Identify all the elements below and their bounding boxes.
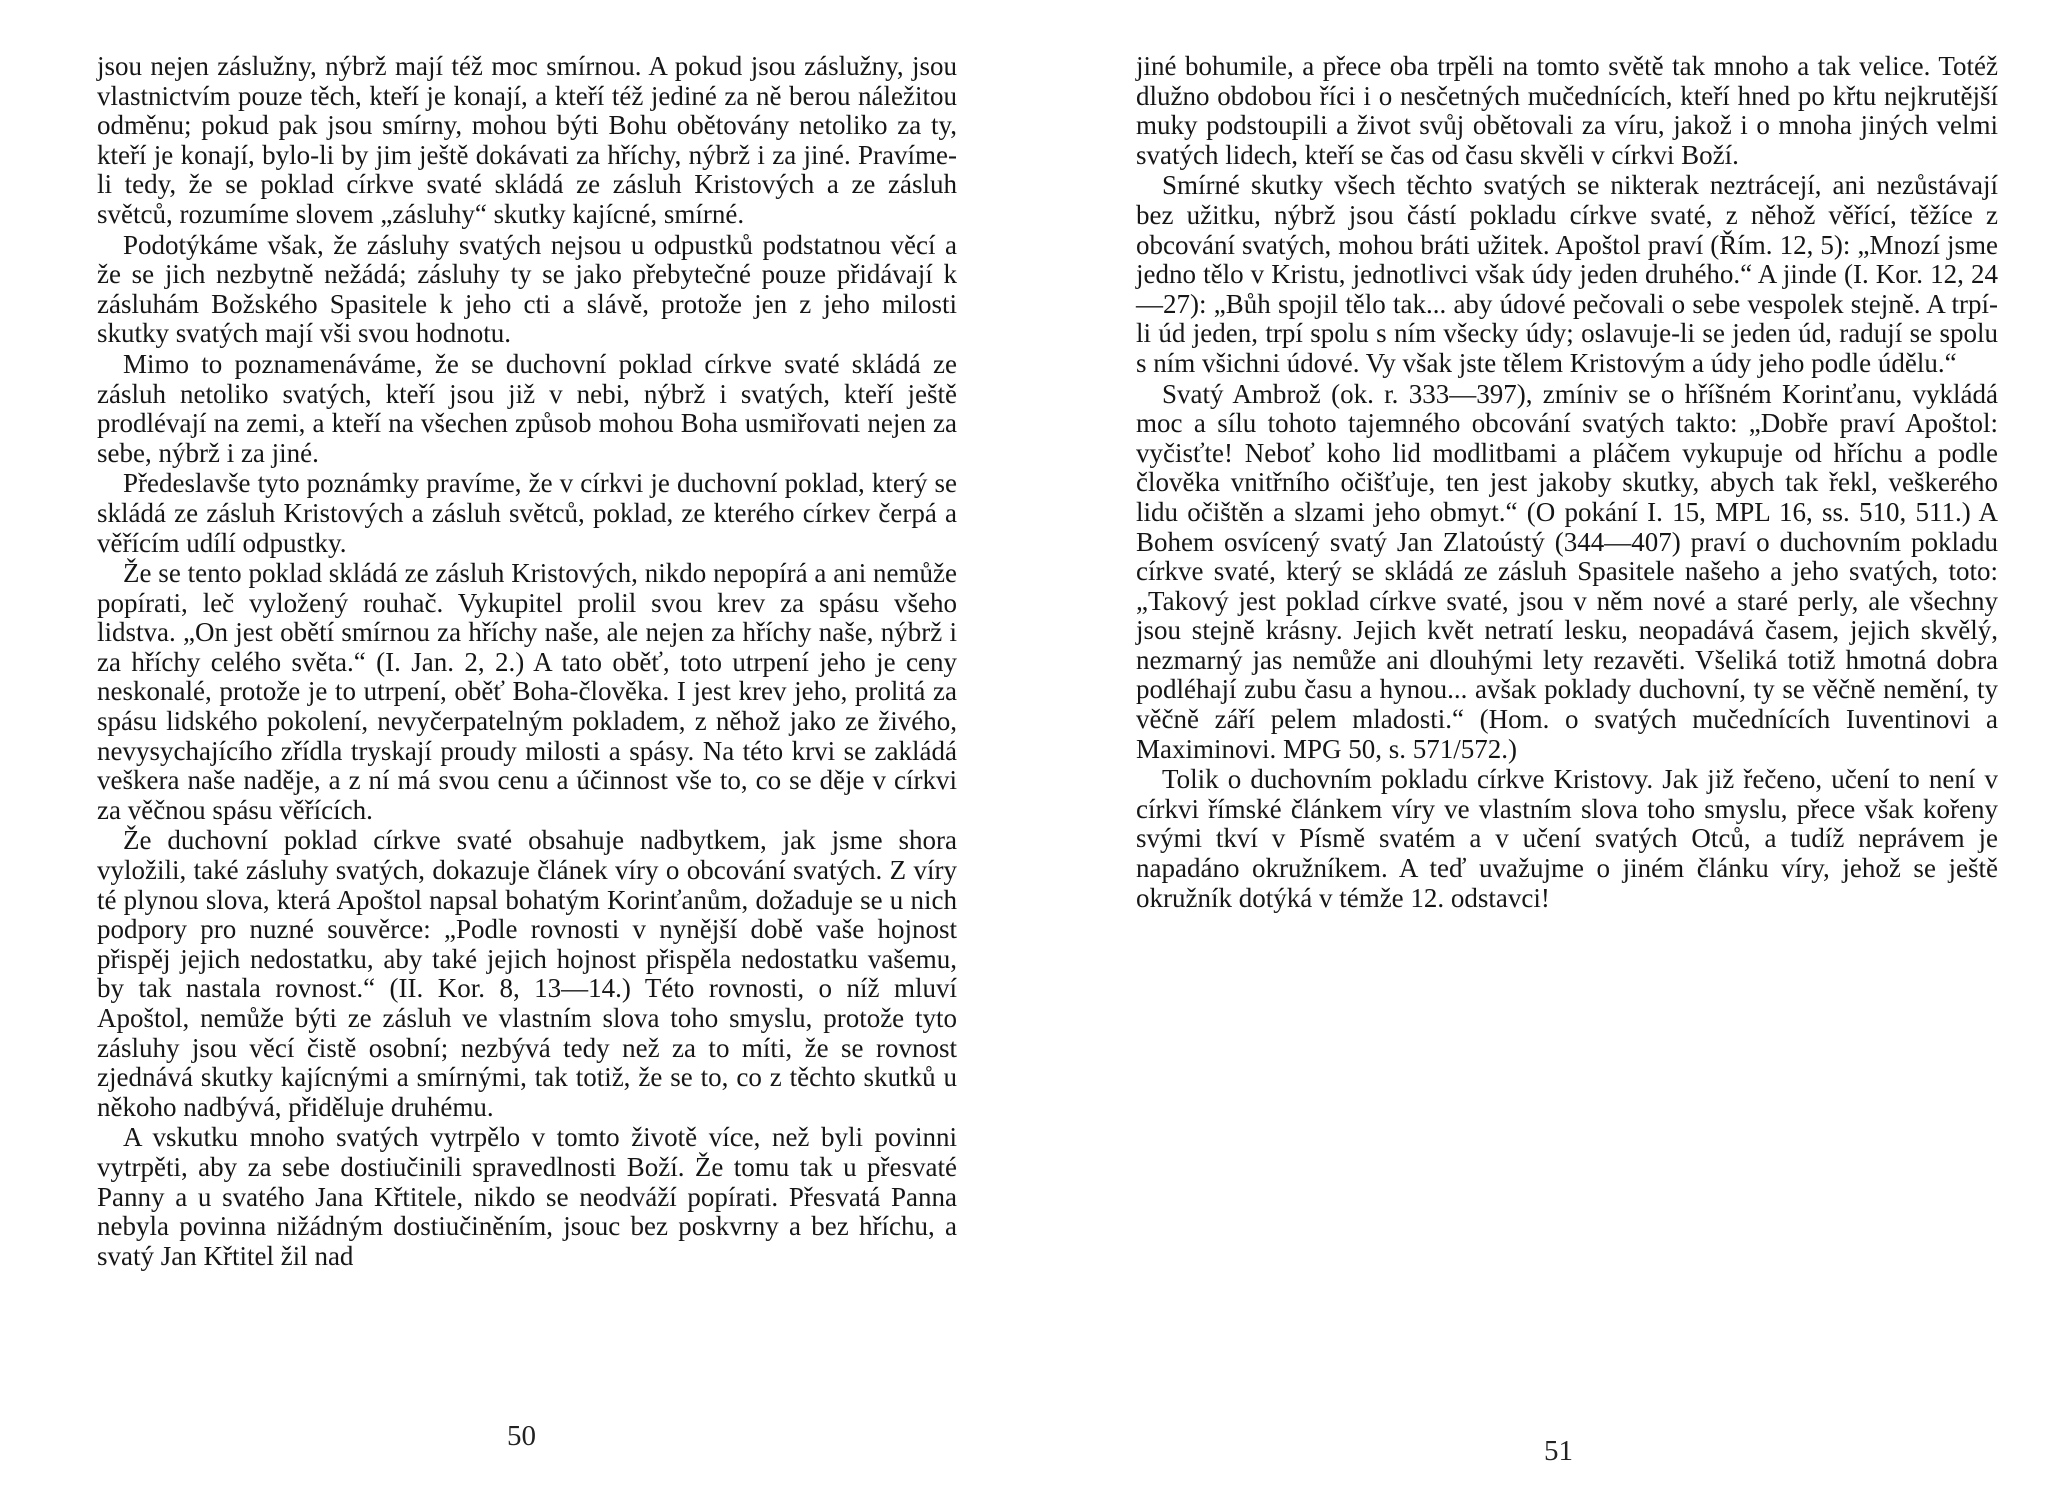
paragraph: Svatý Ambrož (ok. r. 333—397), zmíniv se o hříšném Korinťanu, vykládá moc a sílu tohoto tajemného obcování svatých takto: „Dobře praví Apoštol: vyčisťte! Neboť koho lid modlitbami a pláčem vykupuje od hříchu a podle člověka vnitřního očišťuje, ten jest jakoby skutky, abych tak řekl, veškerého lidu očištěn a slzami jeho obmyt.“ (O pokání I. 15, MPL 16, ss. 510, 511.) A Bohem osvícený svatý Jan Zlatoústý (344—407) praví o duchovním pokladu církve svaté, který se skládá ze zásluh Spasitele našeho a jeho svatých, toto: „Takový jest poklad církve svaté, jsou v něm nové a staré perly, ale všechny jsou stejně krásny. Jejich květ netratí lesku, neopadává časem, jejich skvělý, nezmarný jas nemůže ani dlouhými lety rezavěti. Všeliká totiž hmotná dobra podléhají zubu času a hynou... avšak poklady duchovní, ty se věčně nemění, ty věčně září pelem mladosti.“ (Hom. o svatých mučednících Iuventinovi a Maximinovi. MPG 50, s. 571/572.) xyxy=(1136,378,1998,764)
right-page-text xyxy=(1136,52,1998,914)
page-number-right: 51 xyxy=(1544,1435,1573,1467)
page-number-left: 50 xyxy=(507,1420,536,1452)
paragraph: A vskutku mnoho svatých vytrpělo v tomto životě více, než byli povinni vytrpěti, aby za sebe dostiučinili spravedlnosti Boží. Že tomu tak u přesvaté Panny a u svatého Jana Křtitele, nikdo se neodváží popírati. Přesvatá Panna nebyla povinna nižádným dostiučiněním, jsouc bez poskvrny a bez hříchu, a svatý Jan Křtitel žil nad xyxy=(97,1122,957,1271)
paragraph: Podotýkáme však, že zásluhy svatých nejsou u odpustků podstatnou věcí a že se jich nezbytně nežádá; zásluhy ty se jako přebytečné pouze přidávají k zásluhám Božského Spasitele k jeho cti a slávě, protože jen z jeho milosti skutky svatých mají vši svou hodnotu. xyxy=(97,229,957,349)
paragraph: Že duchovní poklad církve svaté obsahuje nadbytkem, jak jsme shora vyložili, také zásluhy svatých, dokazuje článek víry o obcování svatých. Z víry té plynou slova, která Apoštol napsal bohatým Korinťanům, dožaduje se u nich podpory pro nuzné souvěrce: „Podle rovnosti v nynější době vaše hojnost přispěj jejich nedostatku, aby také jejich hojnost přispěla nedostatku vašemu, by tak nastala rovnost.“ (II. Kor. 8, 13—14.) Této rovnosti, o níž mluví Apoštol, nemůže býti ze zásluh ve vlastním slova toho smyslu, protože tyto zásluhy jsou věcí čistě osobní; nezbývá tedy než za to míti, že se rovnost zjednává skutky kajícnými a smírnými, tak totiž, že se to, co z těchto skutků u někoho nadbývá, přiděluje druhému. xyxy=(97,825,957,1122)
paragraph: Že se tento poklad skládá ze zásluh Kristových, nikdo nepopírá a ani nemůže popírati, leč vyložený rouhač. Vykupitel prolil svou krev za spásu všeho lidstva. „On jest obětí smírnou za hříchy naše, ale nejen za hříchy naše, nýbrž i za hříchy celého světa.“ (I. Jan. 2, 2.) A tato oběť, toto utrpení jeho je ceny neskonalé, protože je to utrpení, oběť Boha-člověka. I jest krev jeho, prolitá za spásu lidského pokolení, nevyčerpatelným pokladem, z něhož jako ze živého, nevysychajícího zřídla tryskají proudy milosti a spásy. Na této krvi se zakládá veškera naše naděje, a z ní má svou cenu a účinnost vše to, co se děje v církvi za věčnou spásu věřících. xyxy=(97,558,957,825)
paragraph: Smírné skutky všech těchto svatých se nikterak neztrácejí, ani nezůstávají bez užitku, nýbrž jsou částí pokladu církve svaté, z něhož věřící, těžíce z obcování svatých, mohou bráti užitek. Apoštol praví (Řím. 12, 5): „Mnozí jsme jedno tělo v Kristu, jednotlivci však údy jeden druhého.“ A jinde (I. Kor. 12, 24—27): „Bůh spojil tělo tak... aby údové pečovali o sebe vespolek stejně. A trpí-li úd jeden, trpí spolu s ním všecky údy; oslavuje-li se jeden úd, radují se spolu s ním všichni údové. Vy však jste tělem Kristovým a údy jeho podle údělu.“ xyxy=(1136,170,1998,378)
right-page xyxy=(1036,0,2072,1500)
paragraph: jsou nejen záslužny, nýbrž mají též moc smírnou. A pokud jsou záslužny, jsou vlastnictvím pouze těch, kteří je konají, a kteří též jediné za ně berou náležitou odměnu; pokud pak jsou smírny, mohou býti Bohu obětovány netoliko za ty, kteří je konají, bylo-li by jim ještě dokávati za hříchy, nýbrž i za jiné. Pravíme-li tedy, že se poklad církve svaté skládá ze zásluh Kristových a ze zásluh světců, rozumíme slovem „zásluhy“ skutky kajícné, smírné. xyxy=(97,51,957,229)
paragraph: Předeslavše tyto poznámky pravíme, že v církvi je duchovní poklad, který se skládá ze zásluh Kristových a zásluh světců, poklad, ze kterého církev čerpá a věřícím udílí odpustky. xyxy=(97,468,957,558)
paragraph: Mimo to poznamenáváme, že se duchovní poklad církve svaté skládá ze zásluh netoliko svatých, kteří jsou již v nebi, nýbrž i svatých, kteří ještě prodlévají na zemi, a kteří na všechen způsob mohou Boha usmiřovati nejen za sebe, nýbrž i za jiné. xyxy=(97,348,957,468)
left-page-text xyxy=(97,52,957,1272)
paragraph: jiné bohumile, a přece oba trpěli na tomto světě tak mnoho a tak velice. Totéž dlužno obdobou říci i o nesčetných mučednících, kteří hned po křtu nejkrutější muky podstoupili a život svůj obětovali za víru, jakož i o mnoha jiných velmi svatých lidech, kteří se čas od času skvěli v církvi Boží. xyxy=(1136,51,1998,170)
paragraph: Tolik o duchovním pokladu církve Kristovy. Jak již řečeno, učení to není v církvi římské článkem víry ve vlastním slova toho smyslu, přece však kořeny svými tkví v Písmě svatém a v učení svatých Otců, a tudíž neprávem je napadáno okružníkem. A teď uvažujme o jiném článku víry, jehož se ještě okružník dotýká v témže 12. odstavci! xyxy=(1136,764,1998,913)
